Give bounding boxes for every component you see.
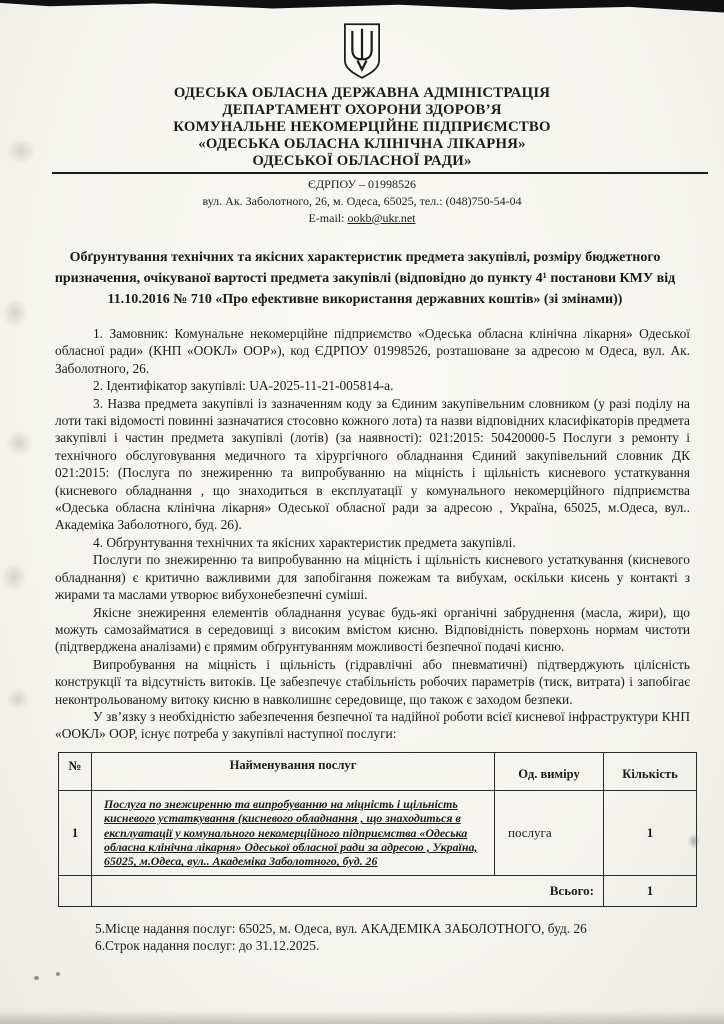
letterhead: [0, 0, 724, 225]
scan-speck: [56, 972, 60, 976]
email-value: ookb@ukr.net: [347, 211, 416, 225]
table-header-service-name: Найменування послуг: [92, 752, 495, 790]
document-body: [55, 325, 690, 907]
service-name-cell: [92, 790, 495, 875]
table-header-unit: Од. виміру: [495, 752, 604, 790]
body-paragraph-8: У зв’язку з необхідністю забезпечення безпечної та надійної роботи всієї кисневої інфраструктури КНП «ООКЛ» ООР, існує потреба у закупівлі наступної послуги:: [55, 708, 690, 742]
body-paragraph-1: 1. Замовник: Комунальне некомерційне підприємство «Одеська обласна клінічна лікарня» Одеської обласної ради» (КНП «ООКЛ» ООР»), код ЄДРПОУ 01998526, розташоване за адресою м Одеса, вул. Ак. Заболотного, 26.: [55, 326, 690, 376]
scan-speck: [34, 976, 39, 980]
row-number-cell: 1: [59, 790, 92, 875]
scan-smudge: [1, 563, 27, 591]
address-line: вул. Ак. Заболотного, 26, м. Одеса, 65025, тел.: (048)750-54-04: [202, 194, 522, 208]
table-header-quantity: Кількість: [604, 752, 697, 790]
org-line: «ОДЕСЬКА ОБЛАСНА КЛІНІЧНА ЛІКАРНЯ»: [198, 136, 526, 152]
scan-smudge: [5, 430, 33, 456]
email-line: [0, 211, 724, 225]
table-header-number: №: [59, 752, 92, 790]
body-paragraph-2: 2. Ідентифікатор закупівлі: UA-2025-11-21-005814-a.: [93, 378, 394, 394]
body-paragraph-4: 4. Обґрунтування технічних та якісних характеристик предмета закупівлі.: [93, 534, 516, 550]
body-paragraph-7: Випробування на міцність і щільність (гідравлічні або пневматичні) підтверджують цілісність конструкції та відсутність витоків. Це забезпечує стабільність робочих параметрів (тиск, витрата) і запобігає неконтрольованому витоку кисню в навколишнє середовище, що також є заходом безпеки.: [55, 656, 690, 707]
org-line: ОДЕСЬКОЇ ОБЛАСНОЇ РАДИ»: [252, 153, 472, 169]
table-row: [59, 790, 697, 875]
scan-smudge: [688, 833, 700, 849]
email-label: E-mail:: [308, 211, 345, 225]
table-header-row: [59, 752, 697, 790]
org-line: КОМУНАЛЬНЕ НЕКОМЕРЦІЙНЕ ПІДПРИЄМСТВО: [173, 119, 551, 135]
letterhead-divider: [52, 172, 708, 174]
scan-smudge: [2, 298, 28, 328]
services-table: [58, 752, 697, 907]
footer-line-place: 5.Місце надання послуг: 65025, м. Одеса, вул. АКАДЕМІКА ЗАБОЛОТНОГО, буд. 26: [95, 920, 587, 936]
body-paragraph-6: Якісне знежирення елементів обладнання усуває будь-які органічні забруднення (масла, жири), що можуть самозайматися в середовищі з високим вмістом кисню. Відповідність поверхонь нормам чистоти (підтверджена аналізами) є прямим обґрунтуванням можливості безпечної подачі кисню.: [55, 604, 690, 655]
total-empty-cell: [59, 875, 92, 906]
footer-line-term: 6.Строк надання послуг: до 31.12.2025.: [95, 938, 320, 954]
edrpou-line: ЄДРПОУ – 01998526: [308, 177, 416, 191]
total-quantity-cell: 1: [604, 875, 697, 906]
unit-cell: послуга: [495, 790, 604, 875]
service-name-text: Послуга по знежиренню та випробуванню на міцність і щільність кисневого устаткування (кисневого обладнання , що знаходиться в експлуатації у комунального некомерційного підприємства «Одеська обласна клінічна лікарня» Одеської обласної ради за адресою , Україна, 65025, м.Одеса, вул.. Академіка Заболотного, буд. 26: [104, 796, 478, 869]
org-line: ДЕПАРТАМЕНТ ОХОРОНИ ЗДОРОВ’Я: [222, 102, 502, 118]
total-label-cell: Всього:: [92, 875, 604, 906]
organization-name-block: [0, 85, 724, 170]
body-paragraph-3: 3. Назва предмета закупівлі із зазначенням коду за Єдиним закупівельним словником (у разі поділу на лоти такі відомості повинні зазначатися стосовно кожного лота) та назви відповідних класифікаторів предмета закупівлі і частин предмета закупівлі (лотів) (за наявності): 021:2015: 50420000-5 Послуги з ремонту і технічного обслуговування медичного та хірургічного обладнання Єдиний закупівельний словник ДК 021:2015: (Послуга по знежиренню та випробуванню на міцність і щільність кисневого устаткування (кисневого обладнання , що знаходиться в експлуатації у комунального некомерційного підприємства «Одеська обласна клінічна лікарня» Одеської обласної ради за адресою , Україна, 65025, м.Одеса, вул.. Академіка Заболотного, буд. 26).: [55, 395, 690, 533]
document-title: Обґрунтування технічних та якісних характеристик предмета закупівлі, розміру бюджетного призначення, очікуваної вартості предмета закупівлі (відповідно до пункту 4¹ постанови КМУ від 11.10.2016 № 710 «Про ефективне використання державних коштів» (зі змінами)): [54, 250, 676, 307]
table-total-row: [59, 875, 697, 906]
scan-artifact-bottom-band: [0, 1010, 724, 1024]
scan-smudge: [6, 688, 30, 710]
document-footer: [95, 920, 690, 955]
body-paragraph-5: Послуги по знежиренню та випробуванню на міцність і щільність кисневого устаткування (кисневого обладнання) є критично важливими для запобігання пожежам та вибухам, оскільки кисень у контакті з жирами та маслами утворює вибухонебезпечні суміші.: [55, 552, 690, 603]
quantity-cell: 1: [604, 790, 697, 875]
org-line: ОДЕСЬКА ОБЛАСНА ДЕРЖАВНА АДМІНІСТРАЦІЯ: [173, 85, 551, 101]
ukraine-trident-emblem-icon: [339, 22, 385, 80]
